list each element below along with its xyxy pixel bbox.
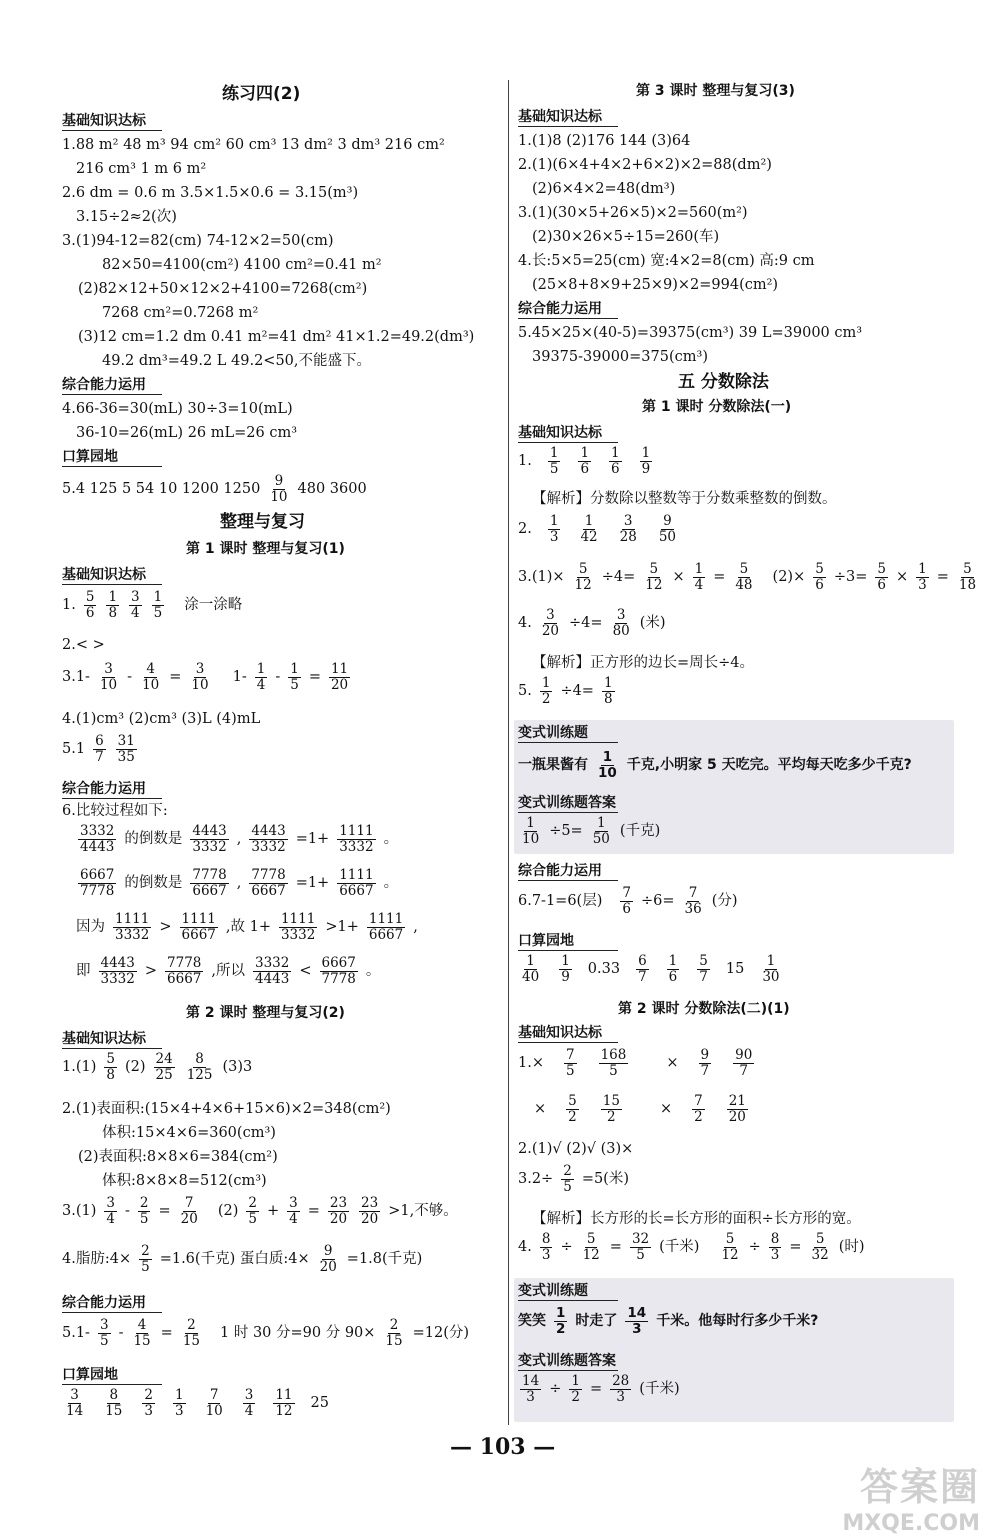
fraction: 21 20 xyxy=(728,1093,746,1125)
fraction: 7778 6667 xyxy=(251,867,286,899)
answer-line: 1.(1)8 (2)176 144 (3)64 xyxy=(518,133,691,149)
variant-answer-title: 变式训练题答案 xyxy=(518,1353,616,1369)
answer-line: 82×50=4100(cm²) 4100 cm²=0.41 m² xyxy=(102,257,382,273)
fraction: 1 10 xyxy=(522,815,540,847)
fraction: 3 14 xyxy=(66,1387,84,1419)
fraction: $\frac{2}{5}$ xyxy=(141,1243,150,1275)
fraction: 1 4 xyxy=(694,561,704,593)
answer-line: 3.15÷2≈2(次) xyxy=(76,209,177,225)
answer-line: 3.(1) 3 4 - 2 5 = 7 20 (2) 2 5 + 3 4 = 23 20 23 20 >1,不够。 xyxy=(62,1195,458,1227)
fraction: 3 4 xyxy=(131,589,140,621)
answer-line: 39375-39000=375(cm³) xyxy=(532,349,708,365)
answer-line: 4. 8 3 ÷ 5 12 = 32 5 (千米) 5 12 ÷ 8 3 = 5 32 (时) xyxy=(518,1231,865,1263)
fraction: 4 15 xyxy=(133,1317,151,1349)
lesson-title: 第 2 课时 分数除法(二)(1) xyxy=(618,1001,790,1017)
fraction: 3 80 xyxy=(612,607,630,639)
answer-line: 4.脂肪:4× $\frac{2}{5}$ =1.6(千克) 蛋白质:4× $\frac{9}{20}$ =1.8(千克) xyxy=(62,1243,423,1275)
fraction: $\frac{15}{2}$ xyxy=(602,1093,620,1125)
answer-line: 5.1- 3 5 - 4 15 = 2 15 1 时 30 分=90 分 90× $\frac{2}{15}$ =12(分) xyxy=(62,1317,470,1349)
fraction: 1111 6667 xyxy=(181,911,216,943)
fraction: $\frac{1111}{3332}$ xyxy=(280,911,316,943)
section-comprehensive: 综合能力运用 xyxy=(518,301,602,317)
variant-answer-title: 变式训练题答案 xyxy=(518,795,616,811)
answer-line: 4.66-36=30(mL) 30÷3=10(mL) xyxy=(62,401,293,417)
section-basic: 基础知识达标 xyxy=(62,1031,146,1047)
oral-answers: 3 14 8 15 2 3 1 3 7 10 3 4 11 12 25 xyxy=(66,1387,329,1419)
answer-line: 49.2 dm³=49.2 L 49.2<50,不能盛下。 xyxy=(102,353,372,369)
variant-question: 一瓶果酱有 1 10 千克,小明家 5 天吃完。平均每天吃多少千克? xyxy=(518,749,912,781)
section-comprehensive: 综合能力运用 xyxy=(518,863,602,879)
fraction: 9 10 xyxy=(270,473,288,505)
fraction: 8 15 xyxy=(105,1387,123,1419)
fraction: 3 4 xyxy=(106,1195,115,1227)
lesson-title: 第 2 课时 整理与复习(2) xyxy=(186,1005,345,1021)
fraction: 1 2 xyxy=(541,675,551,707)
oral-values: 480 3600 xyxy=(297,481,367,498)
answer-line: 6.7-1=6(层) 7 6 ÷6= 7 36 (分) xyxy=(518,885,738,917)
answer-line: 1. 1 5 1 6 1 6 1 9 xyxy=(518,445,651,477)
fraction: 3 10 xyxy=(191,661,209,693)
answer-line: × $\frac{5}{2}$ $\frac{15}{2}$ × $\frac{7}{2}$ 21 20 xyxy=(534,1093,746,1125)
fraction: 7778 6667 xyxy=(167,955,202,987)
fraction: 1 3 xyxy=(174,1387,184,1419)
fraction: $\frac{2}{5}$ xyxy=(563,1163,572,1195)
fraction: 2 5 xyxy=(139,1195,149,1227)
fraction: 4 10 xyxy=(142,661,160,693)
answer-line: 2.(1)(6×4+4×2+6×2)×2=88(dm²) xyxy=(518,157,772,173)
fraction: 1 40 xyxy=(522,953,540,985)
unit-title: 五 分数除法 xyxy=(678,372,769,392)
fraction: 1 2 xyxy=(571,1373,580,1405)
answer-line: 2.(1)√ (2)√ (3)× xyxy=(518,1141,634,1157)
fraction: $\frac{2}{15}$ xyxy=(385,1317,403,1349)
fraction: 5 32 xyxy=(811,1231,829,1263)
answer-line: 2.< > xyxy=(62,637,105,653)
fraction: 5 12 xyxy=(582,1231,600,1263)
answer-line: 3.1- 3 10 - 4 10 = 3 10 1- 1 4 - 1 5 = 11 20 xyxy=(62,661,349,693)
fraction: 32 5 xyxy=(631,1231,650,1263)
answer-line: 4.长:5×5=25(cm) 宽:4×2=8(cm) 高:9 cm xyxy=(518,253,815,269)
review-title: 整理与复习 xyxy=(220,512,305,532)
fraction: 11 20 xyxy=(330,661,349,693)
fraction: 1 30 xyxy=(762,953,780,985)
variant-answer: 14 3 ÷ 1 2 = 28 3 (千米) xyxy=(522,1373,680,1405)
fraction: $\frac{5}{2}$ xyxy=(568,1093,577,1125)
answer-line: (2)6×4×2=48(dm³) xyxy=(532,181,676,197)
answer-line: (2)30×26×5÷15=260(车) xyxy=(532,229,720,245)
section-basic: 基础知识达标 xyxy=(62,113,146,129)
answer-line: 1. 5 6 1 8 3 4 1 5 涂一涂略 xyxy=(62,589,243,621)
lesson-title: 第 1 课时 整理与复习(1) xyxy=(186,541,345,557)
fraction: 5 8 xyxy=(106,1051,115,1083)
fraction: 1 3 xyxy=(549,513,559,545)
answer-line: 7268 cm²=0.7268 m² xyxy=(102,305,259,321)
fraction: 1 50 xyxy=(592,815,610,847)
fraction: 1 8 xyxy=(603,675,613,707)
answer-line: 4. 3 20 ÷4= 3 80 (米) xyxy=(518,607,666,639)
answer-line: 3332 4443 的倒数是 4443 3332 , 4443 3332 =1+ 1111 3332 。 xyxy=(80,823,399,855)
fraction: 7 36 xyxy=(684,885,702,917)
fraction: 3 5 xyxy=(99,1317,109,1349)
fraction: 1 4 xyxy=(256,661,266,693)
variant-answer: 1 10 ÷5= 1 50 (千克) xyxy=(522,815,661,847)
fraction: 1 42 xyxy=(580,513,598,545)
answer-line: 3.2÷ $\frac{2}{5}$ =5(米) xyxy=(518,1163,630,1195)
answer-line: 4.(1)cm³ (2)cm³ (3)L (4)mL xyxy=(62,711,261,727)
fraction: 1 6 xyxy=(611,445,620,477)
fraction: 4443 3332 xyxy=(192,823,227,855)
fraction: 1 6 xyxy=(580,445,590,477)
lesson-title: 第 3 课时 整理与复习(3) xyxy=(636,83,795,99)
fraction: 1111 3332 xyxy=(339,823,374,855)
answer-line: 1.(1) 5 8 (2) 24 25 8 125 (3)3 xyxy=(62,1051,253,1083)
fraction: 14 3 xyxy=(627,1305,647,1337)
fraction: 6 7 xyxy=(95,733,104,765)
answer-line: 因为 1111 3332 > 1111 6667 ,故 1+ $\frac{1111}{3332}$ >1+ 1111 6667 , xyxy=(76,911,418,943)
answer-line: 5.45×25×(40-5)=39375(cm³) 39 L=39000 cm³ xyxy=(518,325,863,341)
fraction: 2 15 xyxy=(182,1317,200,1349)
answer-line: 6.比较过程如下: xyxy=(62,803,168,819)
fraction: 5 12 xyxy=(645,561,663,593)
fraction: $\frac{5}{12}$ xyxy=(574,561,592,593)
fraction: 1 5 xyxy=(290,661,299,693)
section-basic: 基础知识达标 xyxy=(518,425,602,441)
fraction: 28 3 xyxy=(612,1373,630,1405)
fraction: 23 20 xyxy=(329,1195,348,1227)
fraction: 2 5 xyxy=(248,1195,257,1227)
answer-line: 5. 1 2 ÷4= 1 8 xyxy=(518,675,613,707)
oral-values: 5.4 125 5 54 10 1200 1250 xyxy=(62,481,261,498)
fraction: 1 5 xyxy=(549,445,559,477)
fraction: 4443 3332 xyxy=(251,823,286,855)
answer-line: (25×8+8×9+25×9)×2=994(cm²) xyxy=(532,277,779,293)
fraction: 2 3 xyxy=(144,1387,153,1419)
answer-line: 2. 1 3 1 42 3 28 9 50 xyxy=(518,513,676,545)
fraction: 90 7 xyxy=(735,1047,753,1079)
fraction: 8 3 xyxy=(770,1231,780,1263)
fraction: 5 7 xyxy=(699,953,708,985)
fraction: 3332 4443 xyxy=(80,823,115,855)
answer-line: 3.(1)(30×5+26×5)×2=560(m²) xyxy=(518,205,748,221)
answer-line: (3)12 cm=1.2 dm 0.41 m²=41 dm² 41×1.2=49.2(dm³) xyxy=(78,329,475,345)
section-oral: 口算园地 xyxy=(62,449,118,465)
fraction: 3 4 xyxy=(289,1195,298,1227)
fraction: 3332 4443 xyxy=(254,955,290,987)
fraction: 31 35 xyxy=(117,733,135,765)
fraction: 9 50 xyxy=(658,513,676,545)
answer-line: 1.× $\frac{7}{5}$ $\frac{168}{5}$ × $\frac{9}{7}$ 90 7 xyxy=(518,1047,753,1079)
fraction: 1 3 xyxy=(918,561,927,593)
fraction: 1 8 xyxy=(108,589,118,621)
fraction: 7778 6667 xyxy=(192,867,227,899)
variant-title: 变式训练题 xyxy=(518,1283,588,1299)
fraction: 7 6 xyxy=(622,885,631,917)
fraction: 1 9 xyxy=(561,953,570,985)
fraction: 7 10 xyxy=(205,1387,223,1419)
section-basic: 基础知识达标 xyxy=(518,109,602,125)
watermark-logo: 答案圈 MXQE.COM xyxy=(842,1465,980,1536)
fraction: 3 10 xyxy=(99,661,118,693)
fraction: 3 20 xyxy=(541,607,560,639)
section-title: 练习四(2) xyxy=(222,84,301,104)
fraction: 7 20 xyxy=(180,1195,198,1227)
fraction: 1111 6667 xyxy=(339,867,374,899)
section-oral: 口算园地 xyxy=(62,1367,118,1383)
section-comprehensive: 综合能力运用 xyxy=(62,1295,146,1311)
fraction: 14 3 xyxy=(522,1373,540,1405)
answer-line: 即 4443 3332 > 7778 6667 ,所以 3332 4443 < 6667 7778 。 xyxy=(76,955,381,987)
analysis-note: 【解析】分数除以整数等于分数乘整数的倒数。 xyxy=(532,491,837,507)
fraction: 5 6 xyxy=(877,561,886,593)
fraction: $\frac{7}{5}$ xyxy=(565,1047,575,1079)
variant-title: 变式训练题 xyxy=(518,725,588,741)
fraction: 11 12 xyxy=(275,1387,293,1419)
answer-line: 2.6 dm = 0.6 m 3.5×1.5×0.6 = 3.15(m³) xyxy=(62,185,359,201)
analysis-note: 【解析】正方形的边长=周长÷4。 xyxy=(532,655,755,671)
lesson-title: 第 1 课时 分数除法(一) xyxy=(642,399,792,415)
fraction: 1 9 xyxy=(641,445,651,477)
variant-question: 笑笑 1 2 时走了 14 3 千米。他每时行多少千米? xyxy=(518,1305,819,1337)
answer-line: 36-10=26(mL) 26 mL=26 cm³ xyxy=(76,425,298,441)
fraction: 4443 3332 xyxy=(100,955,135,987)
fraction: 5 18 xyxy=(958,561,977,593)
oral-answers: 1 40 1 9 0.33 6 7 1 6 5 7 15 1 30 xyxy=(522,953,780,985)
section-basic: 基础知识达标 xyxy=(518,1025,602,1041)
answer-line: 体积:8×8×8=512(cm³) xyxy=(102,1173,267,1189)
fraction: $\frac{7}{2}$ xyxy=(694,1093,703,1125)
fraction: 5 6 xyxy=(85,589,95,621)
fraction: 5 12 xyxy=(721,1231,739,1263)
fraction: 3 28 xyxy=(619,513,637,545)
answer-line: 体积:15×4×6=360(cm³) xyxy=(102,1125,276,1141)
fraction: 3 4 xyxy=(244,1387,254,1419)
section-comprehensive: 综合能力运用 xyxy=(62,781,146,797)
fraction: 6667 7778 xyxy=(80,867,115,899)
page-number: — 103 — xyxy=(450,1434,556,1460)
fraction: 1 10 xyxy=(598,749,617,781)
analysis-note: 【解析】长方形的长=长方形的面积÷长方形的宽。 xyxy=(532,1211,861,1227)
fraction: $\frac{5}{6}$ xyxy=(815,561,824,593)
section-basic: 基础知识达标 xyxy=(62,567,146,583)
answer-line: 1.88 m² 48 m³ 94 cm² 60 cm³ 13 dm² 3 dm³ 216 cm² xyxy=(62,137,445,153)
answer-line: 216 cm³ 1 m 6 m² xyxy=(76,161,207,177)
fraction: 1111 3332 xyxy=(115,911,150,943)
fraction: 5 48 xyxy=(735,561,753,593)
answer-line: 2.(1)表面积:(15×4+4×6+15×6)×2=348(cm²) xyxy=(62,1101,391,1117)
fraction: 1 6 xyxy=(668,953,678,985)
answer-line: 3.(1)× $\frac{5}{12}$ ÷4= 5 12 × 1 4 = 5 48 (2)× $\frac{5}{6}$ ÷3= 5 6 × 1 3 = 5 18 xyxy=(518,561,977,593)
answer-line: (2)表面积:8×8×6=384(cm²) xyxy=(78,1149,278,1165)
fraction: 1 2 xyxy=(556,1305,566,1337)
answer-line: (2)82×12+50×12×2+4100=7268(cm²) xyxy=(78,281,368,297)
column-divider xyxy=(508,80,509,1425)
answer-line: 6667 7778 的倒数是 7778 6667 , 7778 6667 =1+ 1111 6667 。 xyxy=(80,867,399,899)
fraction: 1 5 xyxy=(153,589,163,621)
fraction: 1111 6667 xyxy=(368,911,404,943)
fraction: $\frac{168}{5}$ xyxy=(600,1047,627,1079)
section-comprehensive: 综合能力运用 xyxy=(62,377,146,393)
section-oral: 口算园地 xyxy=(518,933,574,949)
oral-answers xyxy=(62,474,367,505)
fraction: $\frac{9}{20}$ xyxy=(319,1243,337,1275)
fraction: 23 20 xyxy=(361,1195,379,1227)
answer-line: 5.1 6 7 31 35 xyxy=(62,733,135,765)
fraction: 6667 7778 xyxy=(321,955,356,987)
fraction: 8 3 xyxy=(541,1231,551,1263)
answer-line: 3.(1)94-12=82(cm) 74-12×2=50(cm) xyxy=(62,233,334,249)
fraction: $\frac{9}{7}$ xyxy=(700,1047,710,1079)
fraction: 8 125 xyxy=(186,1051,213,1083)
fraction: 6 7 xyxy=(638,953,647,985)
fraction: 24 25 xyxy=(155,1051,173,1083)
